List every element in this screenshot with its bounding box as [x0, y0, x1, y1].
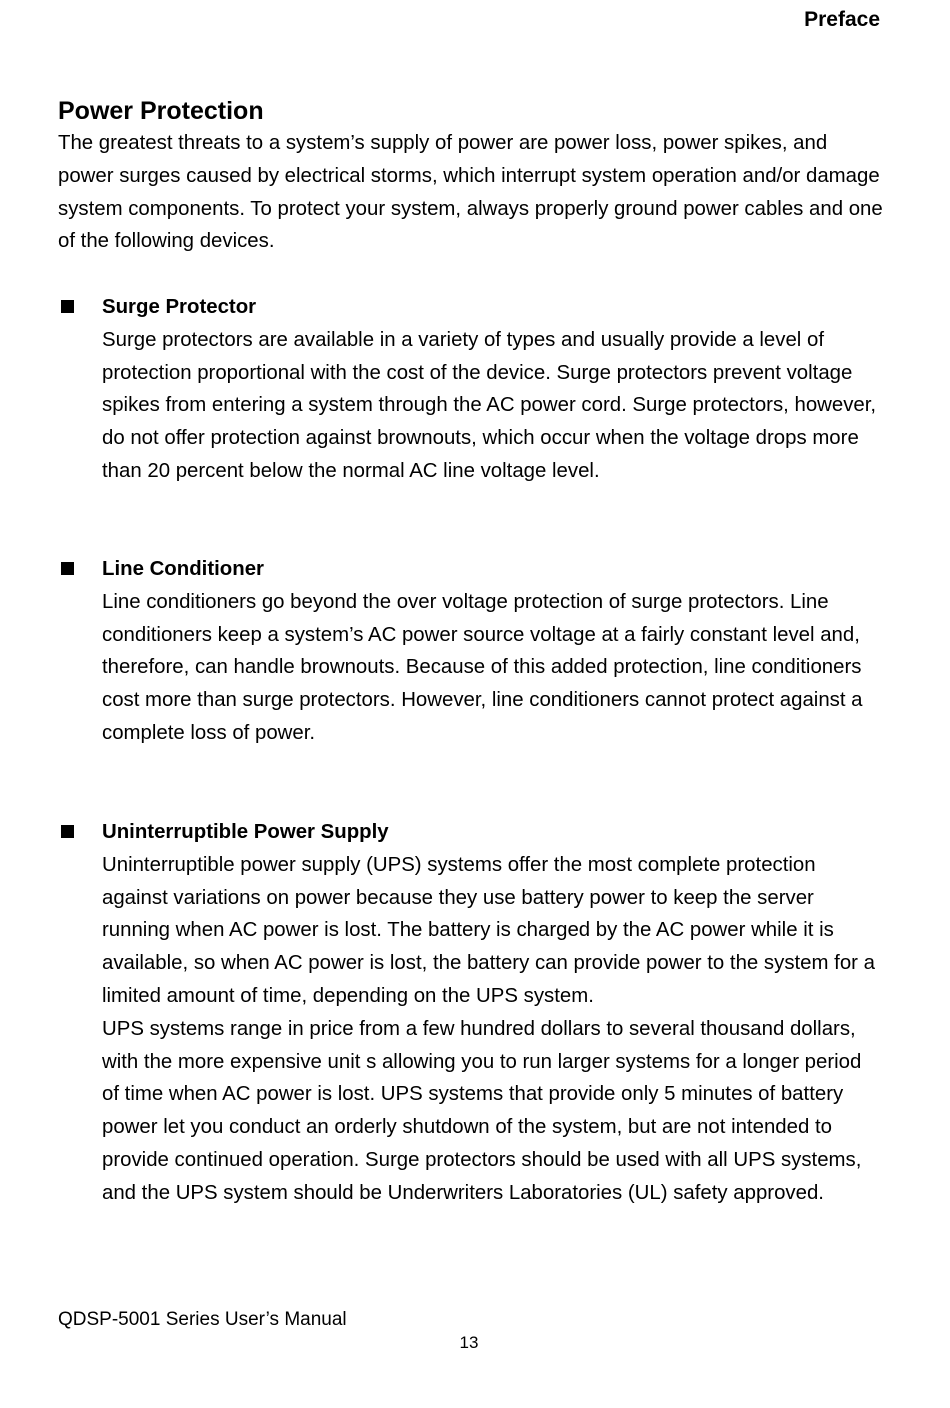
item-title: Surge Protector [102, 296, 257, 318]
footer-manual-title: QDSP-5001 Series User’s Manual [58, 1309, 347, 1330]
item-body [102, 586, 882, 750]
item-body [102, 849, 882, 1210]
square-bullet-icon [61, 562, 74, 575]
running-header: Preface [804, 8, 880, 31]
item-paragraph: Surge protectors are available in a variety of types and usually provide a level of protection proportional with the cost of the device. Surge protectors prevent voltage spikes from entering a system through the AC power cord. Surge protectors, however, do not offer protection against brownouts, which occur when the voltage drops more than 20 percent below the normal AC line voltage level. [102, 328, 877, 482]
intro-paragraph: The greatest threats to a system’s supply of power are power loss, power spikes, and power surges caused by electrical storms, which interrupt system operation and/or damage system components. To protect your system, always properly ground power cables and one of the following devices. [58, 132, 883, 253]
page-number: 13 [459, 1333, 479, 1352]
item-paragraph: Line conditioners go beyond the over voltage protection of surge protectors. Line conditioners keep a system’s AC power source voltage at a fairly constant level and, therefore, can handle brownouts. Because of this added protection, line conditioners cost more than surge protectors. However, line conditioners cannot protect against a complete loss of power. [102, 590, 863, 744]
item-paragraph: Uninterruptible power supply (UPS) systems offer the most complete protection against variations on power because they use battery power to keep the server running when AC power is lost. The battery is charged by the AC power while it is available, so when AC power is lost, the battery can provide power to the system for a limited amount of time, depending on the UPS system. [102, 853, 875, 1007]
item-title: Line Conditioner [102, 558, 264, 580]
square-bullet-icon [61, 300, 74, 313]
item-paragraph: UPS systems range in price from a few hundred dollars to several thousand dollars, with the more expensive unit s allowing you to run larger systems for a longer period of time when AC power is lost. UPS systems that provide only 5 minutes of battery power let you conduct an orderly shutdown of the system, but are not intended to provide continued operation. Surge protectors should be used with all UPS systems, and the UPS system should be Underwriters Laboratories (UL) safety approved. [102, 1017, 862, 1204]
item-body [102, 324, 882, 488]
section-title: Power Protection [58, 97, 264, 125]
item-title: Uninterruptible Power Supply [102, 821, 389, 843]
square-bullet-icon [61, 825, 74, 838]
